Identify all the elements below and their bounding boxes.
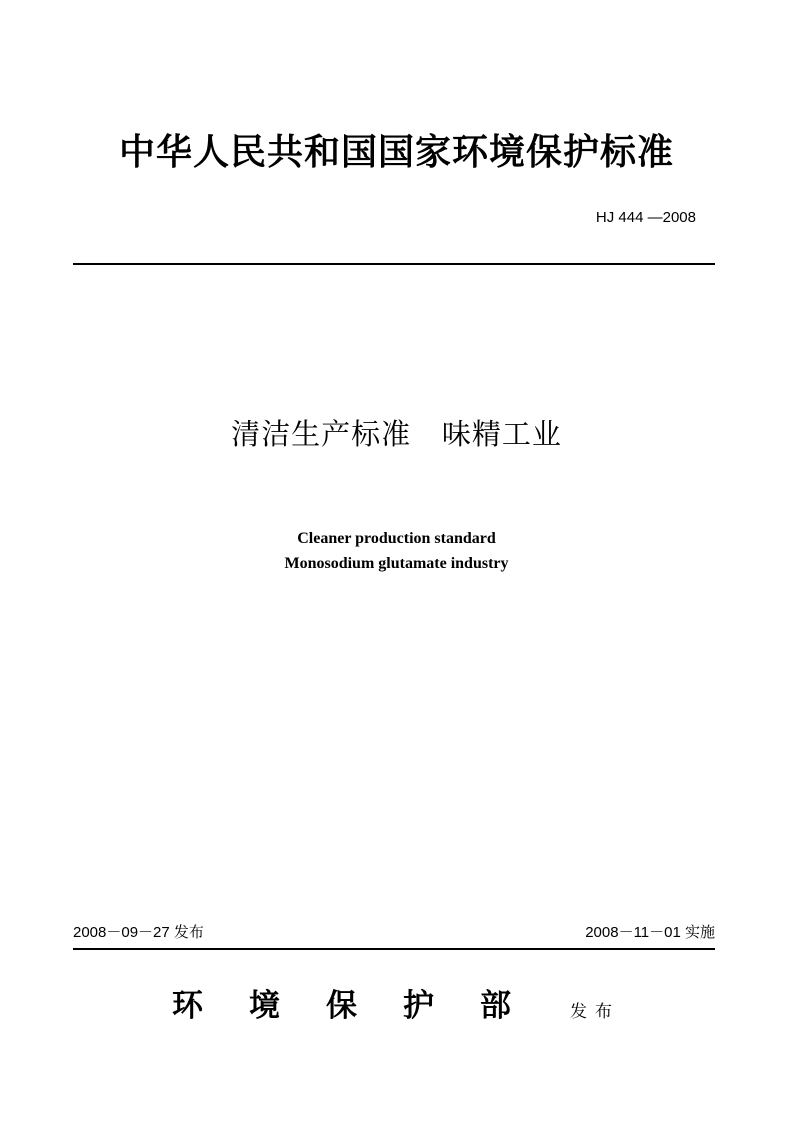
top-divider — [73, 263, 715, 265]
implementation-date: 2008－11－01 实施 — [585, 924, 715, 941]
english-title-line-2: Monosodium glutamate industry — [284, 555, 509, 572]
issue-date: 2008－09－27 发布 — [73, 924, 204, 941]
chinese-title: 清洁生产标准 味精工业 — [231, 417, 562, 451]
national-standard-header: 中华人民共和国国家环境保护标准 — [118, 131, 674, 173]
bottom-divider — [73, 948, 715, 950]
english-title-line-1: Cleaner production standard — [297, 530, 496, 547]
standard-number: HJ 444 —2008 — [595, 209, 696, 226]
issuing-authority-suffix: 发布 — [570, 1002, 620, 1022]
issuing-authority: 环境保护部 — [172, 988, 557, 1024]
